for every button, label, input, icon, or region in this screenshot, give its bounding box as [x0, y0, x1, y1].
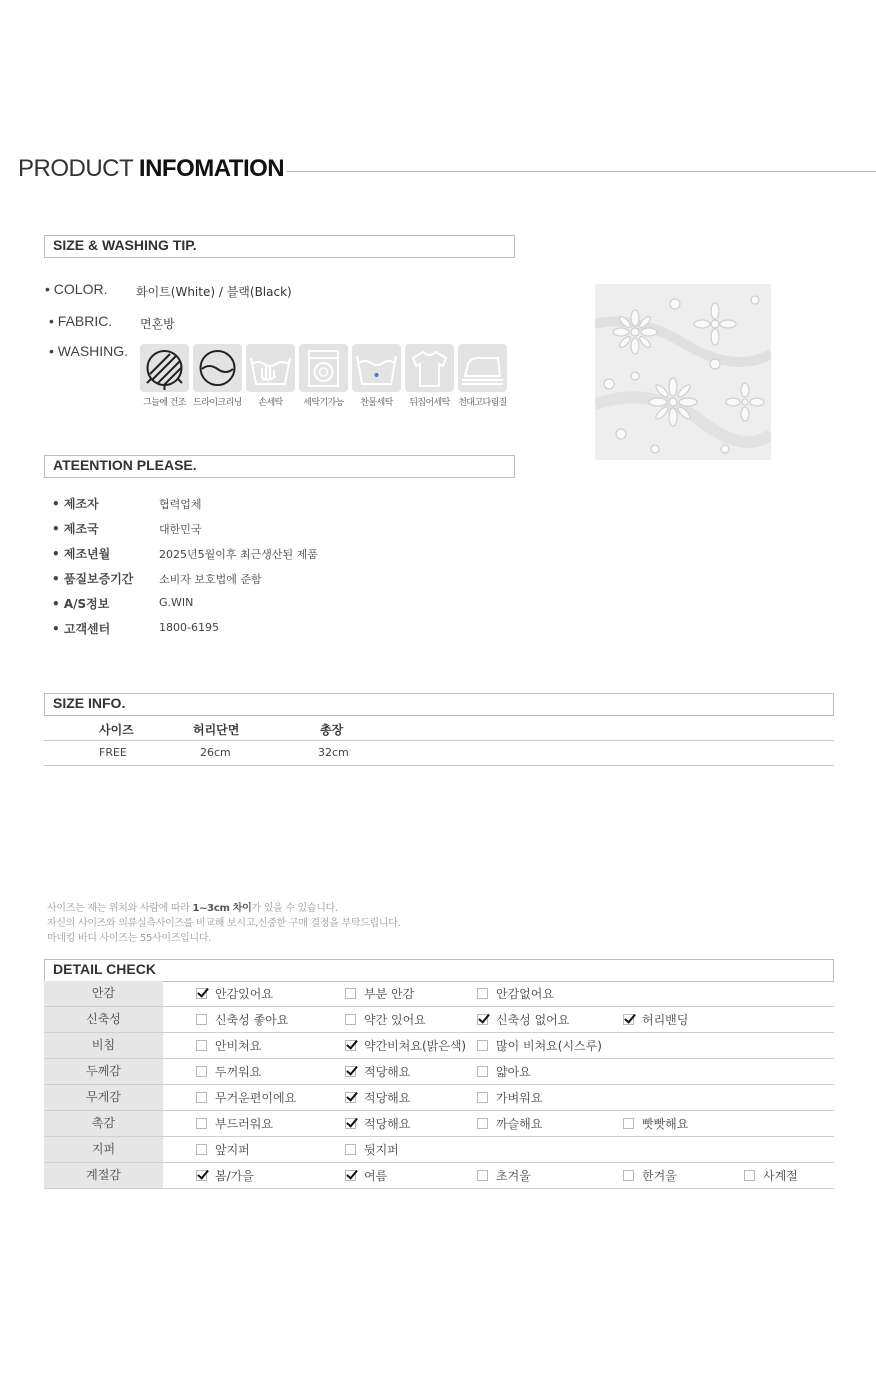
size-info-header	[44, 693, 834, 716]
checkbox[interactable]	[196, 1118, 207, 1129]
wash-item-machine-wash	[299, 344, 348, 408]
detail-option[interactable]: 적당해요	[345, 1059, 410, 1084]
wash-label-dry-clean: 드라이크리닝	[193, 398, 242, 408]
cold-water-icon	[352, 344, 401, 392]
checkbox[interactable]	[477, 1092, 488, 1103]
checkbox[interactable]	[196, 1092, 207, 1103]
attention-label-as: • A/S정보	[52, 597, 110, 611]
wash-label-shade-dry: 그늘에 건조	[143, 398, 186, 408]
wash-label-cold-water: 찬물세탁	[360, 398, 393, 408]
detail-label: 무게감	[44, 1085, 163, 1110]
detail-label: 신축성	[44, 1007, 163, 1032]
attention-label-country: • 제조국	[52, 522, 99, 536]
detail-option[interactable]: 신축성 없어요	[477, 1007, 569, 1032]
size-bottom-rule	[44, 765, 834, 766]
detail-option[interactable]: 초겨울	[477, 1163, 531, 1188]
wash-label-iron-cloth: 천대고다림질	[458, 398, 507, 408]
wash-label-hand-wash: 손세탁	[258, 398, 283, 408]
fabric-label: • FABRIC.	[49, 313, 113, 329]
attention-value-as: G.WIN	[159, 596, 194, 609]
detail-option[interactable]: 앞지퍼	[196, 1137, 250, 1162]
checkbox[interactable]	[477, 1040, 488, 1051]
attention-value-country: 대한민국	[159, 523, 202, 536]
detail-row-season	[44, 1163, 834, 1189]
detail-option[interactable]: 까슬해요	[477, 1111, 542, 1136]
checkbox[interactable]	[196, 1144, 207, 1155]
wash-item-cold-water	[352, 344, 401, 408]
size-col-waist: 허리단면	[193, 723, 240, 737]
detail-option[interactable]: 안감없어요	[477, 981, 554, 1006]
checkbox[interactable]	[477, 1118, 488, 1129]
attention-title: ATEENTION PLEASE.	[53, 457, 197, 473]
wash-item-shade-dry	[140, 344, 189, 408]
detail-option[interactable]: 무거운편이에요	[196, 1085, 296, 1110]
detail-label: 안감	[44, 981, 163, 1006]
attention-value-warranty: 소비자 보호법에 준함	[159, 573, 262, 586]
checkbox-checked[interactable]	[345, 1118, 356, 1129]
checkbox-checked[interactable]	[345, 1170, 356, 1181]
detail-row-lining	[44, 981, 834, 1007]
attention-label-maker: • 제조자	[52, 497, 99, 511]
detail-option[interactable]: 빳빳해요	[623, 1111, 688, 1136]
detail-option[interactable]: 신축성 좋아요	[196, 1007, 288, 1032]
checkbox-checked[interactable]	[196, 1170, 207, 1181]
checkbox-checked[interactable]	[345, 1066, 356, 1077]
detail-label: 계절감	[44, 1163, 163, 1188]
detail-option[interactable]: 약간 있어요	[345, 1007, 426, 1032]
checkbox-checked[interactable]	[345, 1092, 356, 1103]
detail-row-stretch	[44, 1007, 834, 1033]
detail-option[interactable]: 한겨울	[623, 1163, 677, 1188]
size-cell-size: FREE	[99, 746, 127, 759]
machine-wash-icon	[299, 344, 348, 392]
size-note-2: 자신의 사이즈와 의류실측사이즈를 비교해 보시고,신중한 구매 결정을 부탁드립니다.	[47, 918, 401, 929]
washing-label: • WASHING.	[49, 343, 129, 359]
size-note-1: 사이즈는 재는 위치와 사람에 따라 1~3cm 차이가 있을 수 있습니다.	[47, 903, 338, 914]
page-title-light: PRODUCT	[18, 155, 139, 182]
checkbox[interactable]	[196, 1014, 207, 1025]
size-col-length: 총장	[320, 723, 344, 737]
wash-item-dry-clean	[193, 344, 242, 408]
wash-item-inside-out	[405, 344, 454, 408]
detail-option[interactable]: 두꺼워요	[196, 1059, 261, 1084]
checkbox[interactable]	[623, 1170, 634, 1181]
size-washing-title: SIZE & WASHING TIP.	[53, 237, 197, 253]
color-value: 화이트(White) / 블랙(Black)	[136, 285, 292, 299]
wash-label-machine-wash: 세탁기가능	[303, 398, 344, 408]
size-note-3: 마네킹 바디 사이즈는 55사이즈입니다.	[47, 933, 212, 944]
detail-row-zipper	[44, 1137, 834, 1163]
detail-option[interactable]: 많이 비쳐요(시스루)	[477, 1033, 602, 1058]
checkbox[interactable]	[345, 1144, 356, 1155]
attention-value-cs: 1800-6195	[159, 621, 219, 634]
attention-label-warranty: • 품질보증기간	[52, 572, 134, 586]
detail-label: 비침	[44, 1033, 163, 1058]
detail-option[interactable]: 봄/가을	[196, 1163, 254, 1188]
checkbox[interactable]	[196, 1066, 207, 1077]
detail-option[interactable]: 약간비쳐요(밝은색)	[345, 1033, 466, 1058]
hand-wash-icon	[246, 344, 295, 392]
checkbox[interactable]	[623, 1118, 634, 1129]
detail-row-weight	[44, 1085, 834, 1111]
detail-label: 촉감	[44, 1111, 163, 1136]
detail-check-title: DETAIL CHECK	[53, 961, 156, 977]
detail-option[interactable]: 안감있어요	[196, 981, 273, 1006]
wash-item-hand-wash	[246, 344, 295, 408]
attention-value-maker: 협력업체	[159, 498, 202, 511]
checkbox-checked[interactable]	[477, 1014, 488, 1025]
detail-option[interactable]: 적당해요	[345, 1085, 410, 1110]
size-washing-header	[44, 235, 515, 258]
fabric-detail-image	[595, 284, 771, 460]
checkbox[interactable]	[196, 1040, 207, 1051]
checkbox[interactable]	[345, 1014, 356, 1025]
checkbox[interactable]	[477, 1170, 488, 1181]
size-cell-waist: 26cm	[200, 746, 231, 759]
detail-option[interactable]: 안비쳐요	[196, 1033, 261, 1058]
attention-label-cs: • 고객센터	[52, 622, 111, 636]
checkbox[interactable]	[477, 1066, 488, 1077]
color-label: • COLOR.	[45, 281, 108, 297]
detail-check-header	[44, 959, 834, 982]
page-title	[18, 155, 284, 183]
dry-clean-icon	[193, 344, 242, 392]
detail-label: 두께감	[44, 1059, 163, 1084]
detail-label: 지퍼	[44, 1137, 163, 1162]
size-info-title: SIZE INFO.	[53, 695, 126, 711]
attention-label-date: • 제조년월	[52, 547, 111, 561]
size-col-size: 사이즈	[99, 723, 134, 737]
inside-out-icon	[405, 344, 454, 392]
size-cell-length: 32cm	[318, 746, 349, 759]
detail-option[interactable]: 부분 안감	[345, 981, 414, 1006]
attention-header	[44, 455, 515, 478]
title-divider	[286, 171, 876, 172]
detail-row-sheerness	[44, 1033, 834, 1059]
checkbox-checked[interactable]	[623, 1014, 634, 1025]
detail-option[interactable]: 허리밴딩	[623, 1007, 688, 1032]
fabric-value: 면혼방	[140, 317, 175, 331]
detail-option[interactable]: 부드러워요	[196, 1111, 273, 1136]
shade-dry-icon	[140, 344, 189, 392]
checkbox[interactable]	[744, 1170, 755, 1181]
detail-option[interactable]: 얇아요	[477, 1059, 531, 1084]
checkbox[interactable]	[477, 988, 488, 999]
detail-row-texture	[44, 1111, 834, 1137]
checkbox-checked[interactable]	[196, 988, 207, 999]
page-title-bold: INFOMATION	[138, 155, 285, 182]
detail-row-thickness	[44, 1059, 834, 1085]
wash-item-iron-cloth	[458, 344, 507, 408]
iron-cloth-icon	[458, 344, 507, 392]
checkbox-checked[interactable]	[345, 1040, 356, 1051]
detail-option[interactable]: 사계절	[744, 1163, 798, 1188]
detail-option[interactable]: 적당해요	[345, 1111, 410, 1136]
size-header-rule	[44, 740, 834, 741]
attention-value-date: 2025년5월이후 최근생산된 제품	[159, 548, 318, 561]
detail-option[interactable]: 여름	[345, 1163, 387, 1188]
detail-option[interactable]: 뒷지퍼	[345, 1137, 399, 1162]
checkbox[interactable]	[345, 988, 356, 999]
detail-option[interactable]: 가벼워요	[477, 1085, 542, 1110]
wash-label-inside-out: 뒤집어세탁	[409, 398, 450, 408]
